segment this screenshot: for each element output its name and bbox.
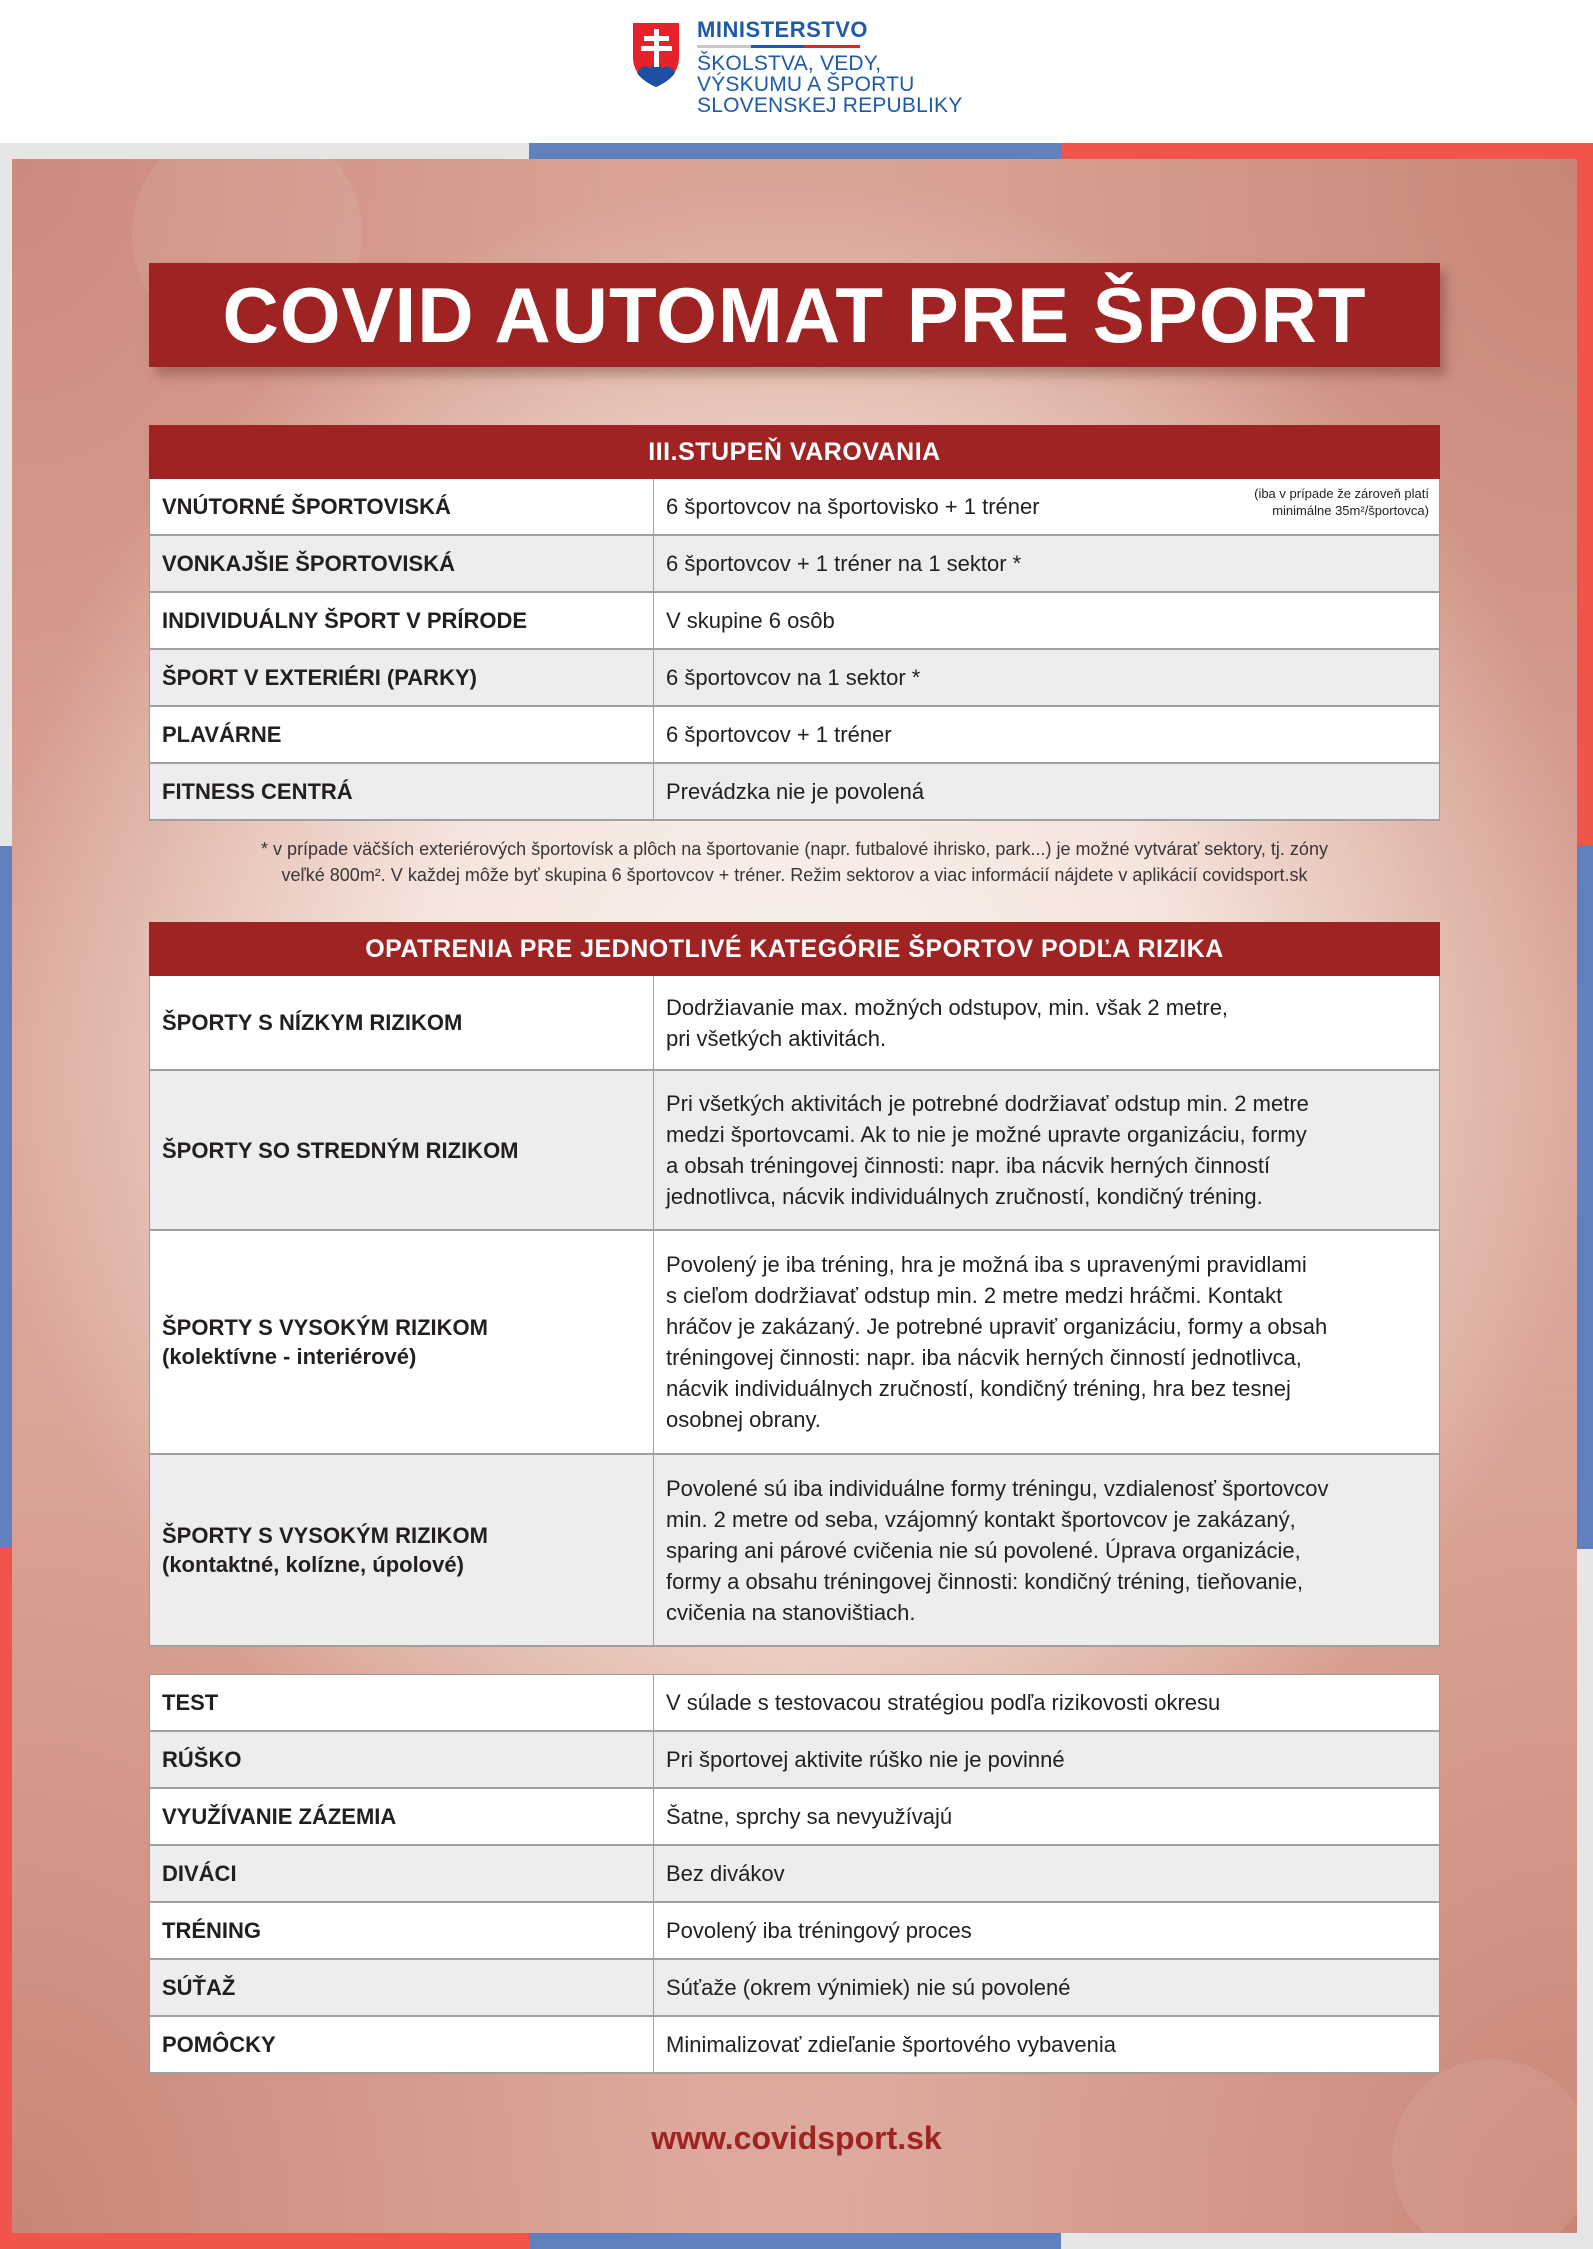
row-value (654, 1455, 1439, 1645)
row-label: RÚŠKO (150, 1732, 654, 1787)
table-row (149, 536, 1440, 593)
ministry-name-line1: MINISTERSTVO (697, 17, 869, 42)
row-value: Minimalizovať zdieľanie športového vybavenia (666, 2032, 1117, 2057)
row-value (654, 976, 1439, 1069)
row-label: PLAVÁRNE (150, 707, 654, 762)
row-value-line: nácvik individuálnych zručností, kondičný tréning, hra bez tesnej (666, 1376, 1291, 1401)
row-label (150, 976, 654, 1069)
row-label: FITNESS CENTRÁ (150, 764, 654, 819)
row-label-text: ŠPORTY SO STREDNÝM RIZIKOM (162, 1137, 519, 1163)
frame-top-center (529, 143, 1061, 159)
row-note (1254, 485, 1429, 519)
table-row (149, 593, 1440, 650)
table-row (149, 1675, 1440, 1732)
row-note-line: (iba v prípade že zároveň platí (1254, 486, 1429, 501)
row-value (654, 479, 1439, 534)
table-row (149, 1455, 1440, 1647)
row-value: 6 športovcov + 1 tréner (666, 722, 892, 747)
table-row (149, 1071, 1440, 1231)
row-label: INDIVIDUÁLNY ŠPORT V PRÍRODE (150, 593, 654, 648)
table-row (149, 1846, 1440, 1903)
sector-footnote (149, 836, 1440, 888)
row-value: Šatne, sprchy sa nevyužívajú (666, 1804, 953, 1829)
row-label-text: ŠPORTY S VYSOKÝM RIZIKOM (162, 1315, 488, 1340)
row-value (654, 1071, 1439, 1229)
row-value-line: formy a obsahu tréningovej činnosti: kondičný tréning, tieňovanie, (666, 1568, 1304, 1594)
row-value-line: medzi športovcami. Ak to nie je možné upravte organizáciu, formy (666, 1122, 1307, 1147)
row-value: Súťaže (okrem výnimiek) nie sú povolené (666, 1975, 1071, 2000)
row-value: Pri športovej aktivite rúško nie je povinné (666, 1747, 1065, 1772)
table-row (149, 1789, 1440, 1846)
row-value: 6 športovcov + 1 tréner na 1 sektor * (666, 551, 1022, 576)
frame-bottom-right (1061, 2233, 1593, 2249)
row-value: 6 športovcov na 1 sektor * (666, 665, 921, 690)
table-row (149, 976, 1440, 1071)
frame-right-middle (1577, 846, 1593, 1549)
table-row (149, 1231, 1440, 1455)
row-label: VONKAJŠIE ŠPORTOVISKÁ (150, 536, 654, 591)
row-value: Prevádzka nie je povolená (666, 779, 925, 804)
frame-right-top (1577, 143, 1593, 846)
table-heading: III.STUPEŇ VAROVANIA (149, 425, 1440, 479)
row-label: VNÚTORNÉ ŠPORTOVISKÁ (150, 479, 654, 534)
frame-left-top (0, 143, 12, 846)
table-row (149, 707, 1440, 764)
table-row (149, 1960, 1440, 2017)
row-value-line: osobnej obrany. (666, 1407, 821, 1432)
frame-left-middle (0, 846, 12, 1548)
ministry-name-line2: ŠKOLSTVA, VEDY, (697, 52, 882, 75)
risk-category-table (149, 922, 1440, 1647)
title-banner (149, 263, 1440, 367)
ministry-name-line4: SLOVENSKEJ REPUBLIKY (697, 94, 963, 117)
row-value-line: pri všetkých aktivitách. (666, 1025, 887, 1051)
footnote-line: * v prípade väčších exteriérových športovísk a plôch na športovanie (napr. futbalové ihrisko, park...) je možné vytvárať sektory, tj. zóny (261, 839, 1328, 859)
row-label: TEST (150, 1675, 654, 1730)
frame-top-left (0, 143, 529, 159)
row-label: SÚŤAŽ (150, 1960, 654, 2015)
row-label: POMÔCKY (150, 2017, 654, 2072)
row-label (150, 1231, 654, 1453)
row-value: V súlade s testovacou stratégiou podľa rizikovosti okresu (666, 1690, 1221, 1715)
row-label-text: ŠPORTY S VYSOKÝM RIZIKOM (162, 1523, 488, 1548)
row-sublabel-text: (kolektívne - interiérové) (162, 1344, 417, 1369)
row-label: VYUŽÍVANIE ZÁZEMIA (150, 1789, 654, 1844)
slovak-coat-of-arms-icon (631, 21, 681, 89)
row-value: V skupine 6 osôb (666, 608, 835, 633)
table-row (149, 650, 1440, 707)
page-title: COVID AUTOMAT PRE ŠPORT (222, 270, 1367, 359)
table-row (149, 1903, 1440, 1960)
header (0, 0, 1593, 143)
website-link[interactable]: www.covidsport.sk (651, 2120, 942, 2156)
frame-top-right (1061, 143, 1593, 159)
row-label (150, 1455, 654, 1645)
general-rules-table (149, 1674, 1440, 2074)
row-value: Bez divákov (666, 1861, 785, 1886)
row-label: TRÉNING (150, 1903, 654, 1958)
row-value-line: Dodržiavanie max. možných odstupov, min. však 2 metre, (666, 994, 1229, 1020)
row-label-text: ŠPORTY S NÍZKYM RIZIKOM (162, 1010, 463, 1035)
row-value-line: Povolené sú iba individuálne formy tréningu, vzdialenosť športovcov (666, 1475, 1329, 1501)
row-value-line: hráčov je zakázaný. Je potrebné upraviť organizáciu, formy a obsah (666, 1314, 1328, 1339)
row-value-line: Pri všetkých aktivitách je potrebné dodržiavať odstup min. 2 metre (666, 1091, 1309, 1116)
table-row (149, 1732, 1440, 1789)
row-value-line: s cieľom dodržiavať odstup min. 2 metre medzi hráčmi. Kontakt (666, 1283, 1283, 1308)
row-value-line: min. 2 metre od seba, vzájomný kontakt športovcov je zakázaný, (666, 1506, 1296, 1532)
tricolor-rule (697, 45, 860, 48)
ministry-name-line3: VÝSKUMU A ŠPORTU (697, 73, 915, 96)
table-heading: OPATRENIA PRE JEDNOTLIVÉ KATEGÓRIE ŠPORTOV PODĽA RIZIKA (149, 922, 1440, 976)
table-row (149, 764, 1440, 821)
table-row (149, 479, 1440, 536)
ministry-logo (631, 18, 962, 116)
row-value-line: a obsah tréningovej činnosti: napr. iba nácvik herných činností (666, 1153, 1271, 1178)
frame-bottom-center (529, 2233, 1061, 2249)
footnote-line: veľké 800m². V každej môže byť skupina 6 športovcov + tréner. Režim sektorov a viac informácií nájdete v aplikácií covidsport.sk (281, 865, 1308, 885)
row-value-text: 6 športovcov na športovisko + 1 tréner (666, 494, 1040, 519)
row-value (654, 1231, 1439, 1453)
row-note-line: minimálne 35m²/športovca) (1272, 503, 1429, 518)
row-label (150, 1071, 654, 1229)
row-value-line: cvičenia na stanovištiach. (666, 1599, 916, 1625)
row-sublabel-text: (kontaktné, kolízne, úpolové) (162, 1552, 464, 1577)
row-value-line: jednotlivca, nácvik individuálnych zručností, kondičný tréning. (666, 1184, 1263, 1209)
warning-level-table (149, 425, 1440, 821)
row-label: ŠPORT V EXTERIÉRI (PARKY) (150, 650, 654, 705)
row-value-line: Povolený je iba tréning, hra je možná iba s upravenými pravidlami (666, 1252, 1307, 1277)
row-value-line: tréningovej činnosti: napr. iba nácvik herných činností jednotlivca, (666, 1345, 1302, 1370)
row-label: DIVÁCI (150, 1846, 654, 1901)
row-value: Povolený iba tréningový proces (666, 1918, 972, 1943)
table-row (149, 2017, 1440, 2074)
row-value-line: sparing ani párové cvičenia nie sú povolené. Úprava organizácie, (666, 1537, 1301, 1563)
frame-bottom-left (0, 2233, 529, 2249)
